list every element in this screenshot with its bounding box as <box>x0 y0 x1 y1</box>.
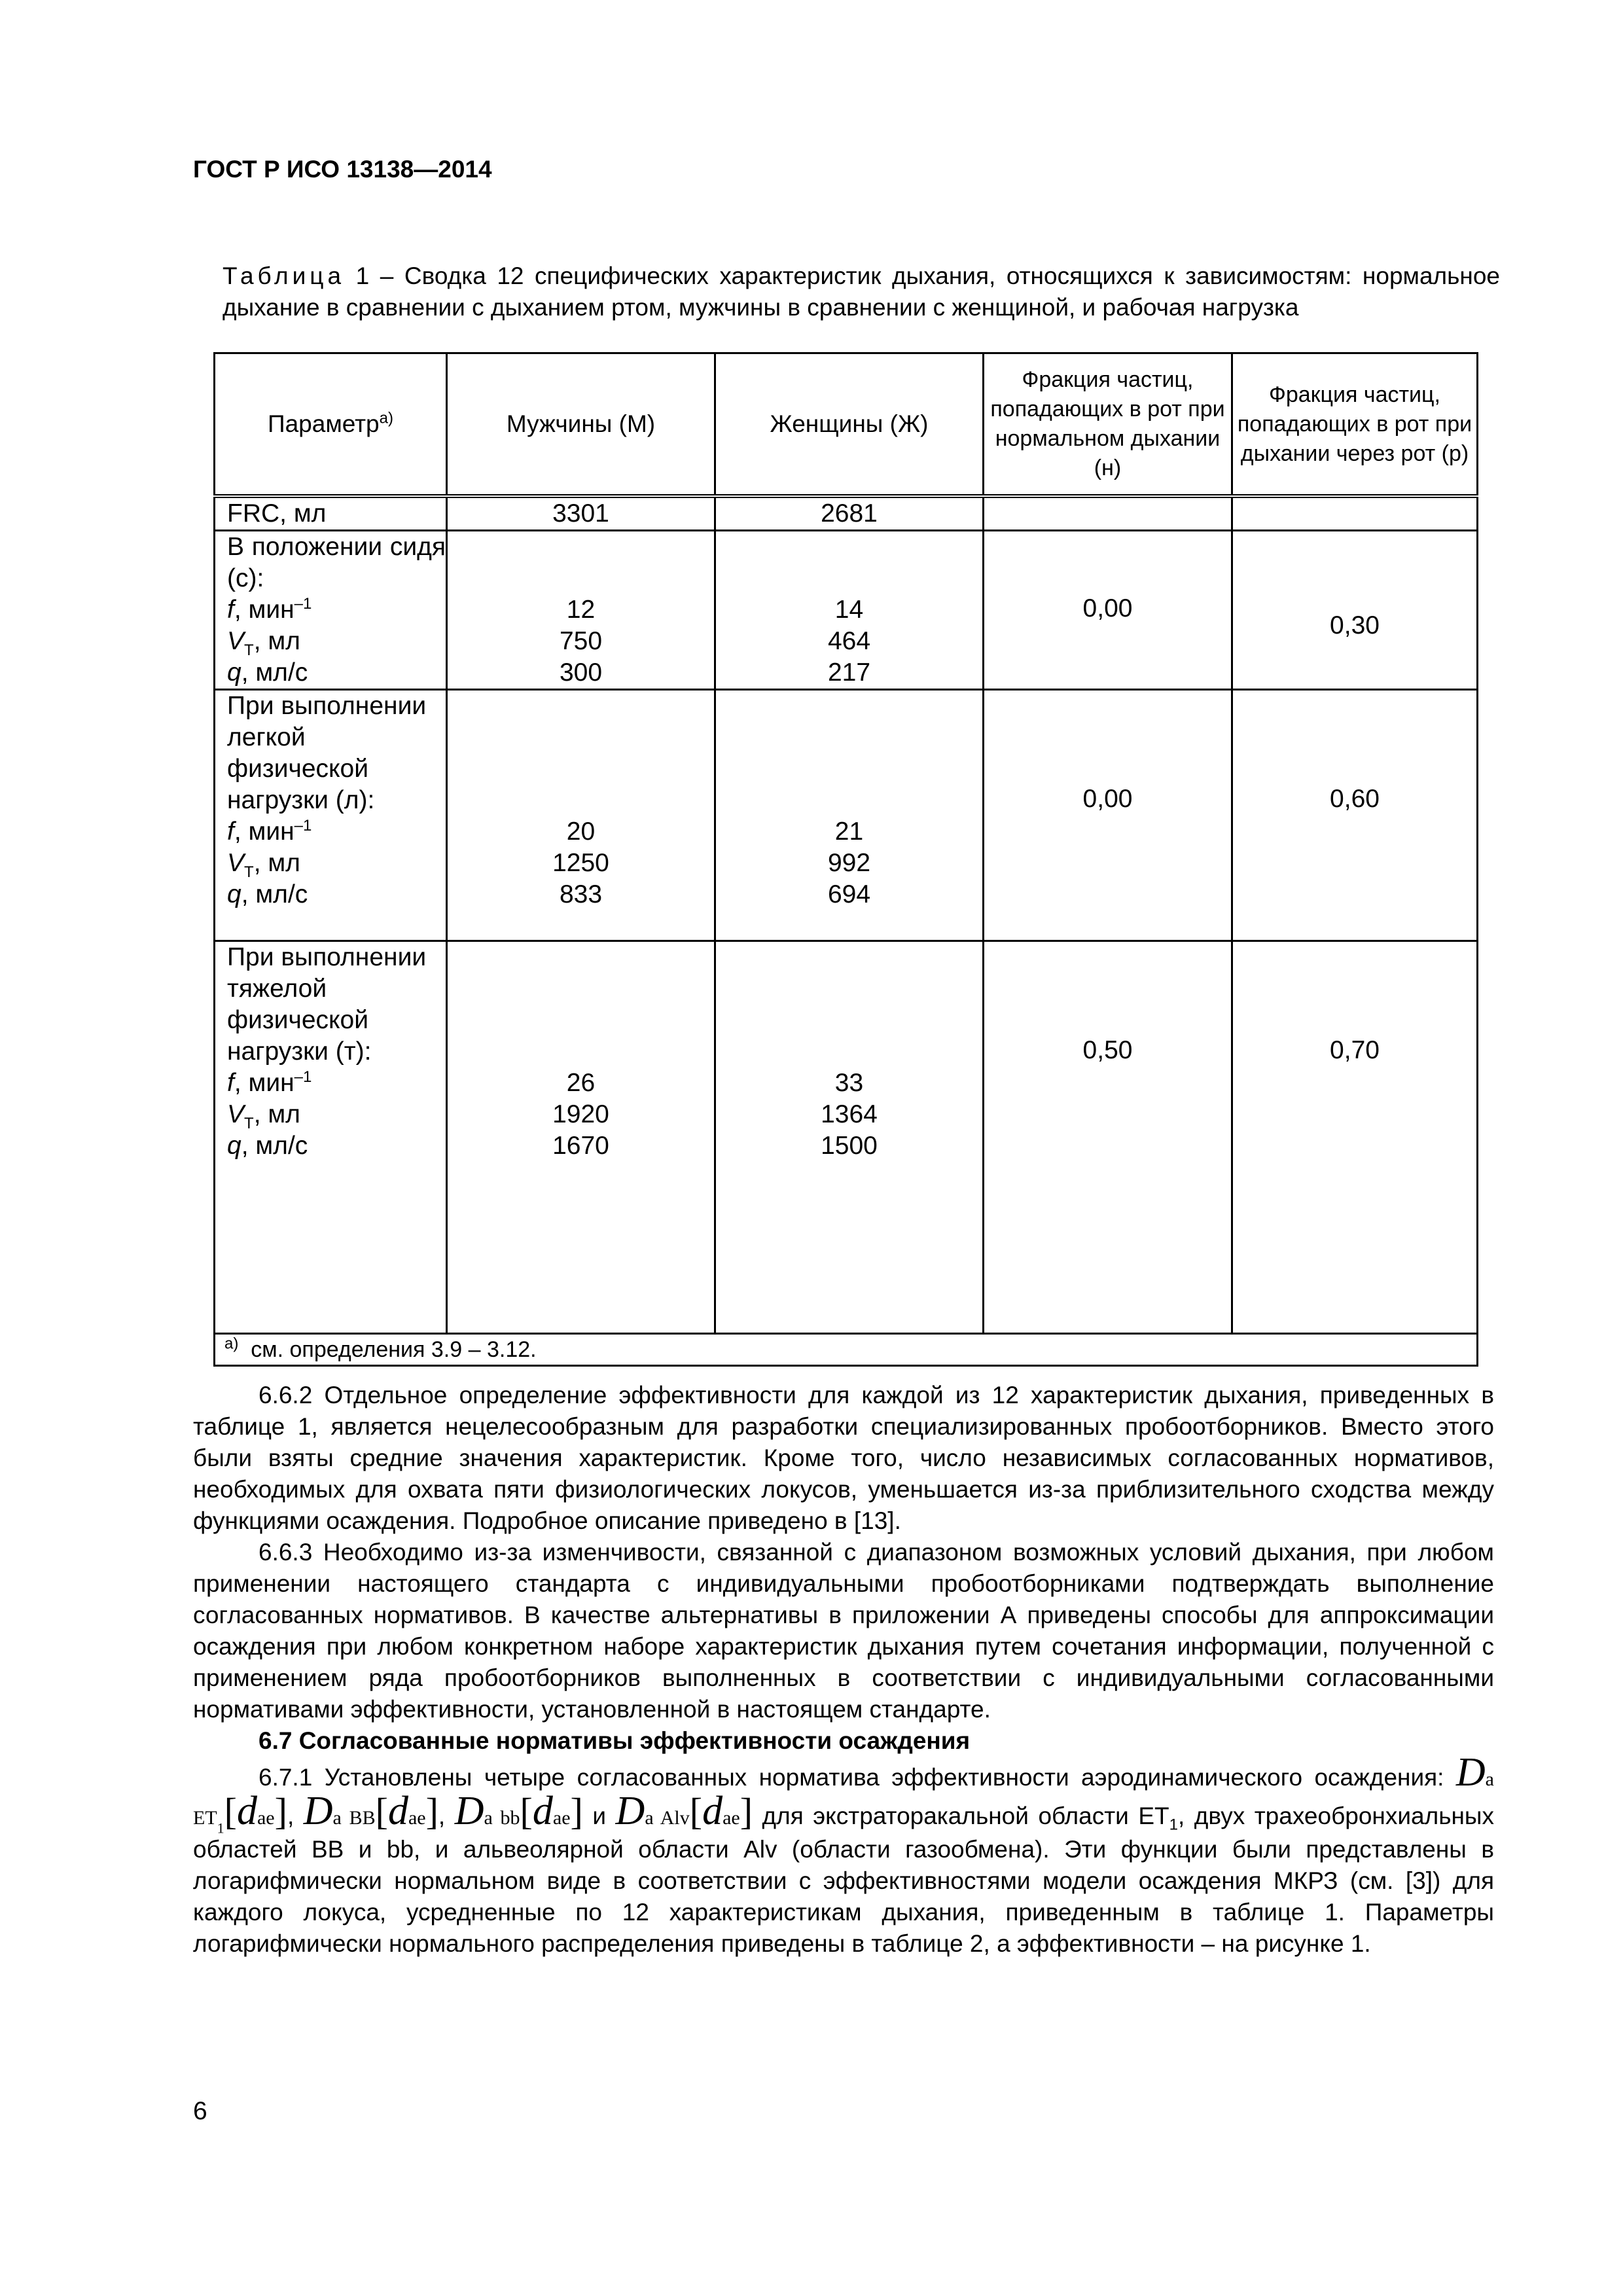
row-men: 26 1920 1670 <box>447 941 715 1334</box>
document-header: ГОСТ Р ИСО 13138—2014 <box>193 156 492 183</box>
table-caption <box>223 260 1500 323</box>
page-number: 6 <box>193 2097 207 2125</box>
row-women: 33 1364 1500 <box>715 941 984 1334</box>
body-text <box>193 1380 1494 1960</box>
header-men: Мужчины (М) <box>447 353 715 497</box>
row-frac-normal: 0,50 <box>984 941 1232 1334</box>
row-women: 21 992 694 <box>715 690 984 941</box>
table-caption-text: 1 – Сводка 12 специфических характеристик дыхания, относящихся к зависимостям: нормальное дыхание в сравнении с дыханием ртом, мужчины в сравнении с женщиной, и рабочая нагрузка <box>223 262 1500 321</box>
row-women: 14 464 217 <box>715 531 984 690</box>
header-param: Параметр$^{а)}$ <box>215 353 447 497</box>
breathing-characteristics-table <box>213 352 1478 1367</box>
formula-et1: Da $ET_1[dae]$ <box>193 1750 1494 1837</box>
formula-bb: Da BB[dae] <box>303 1789 438 1833</box>
table-note: $^{а)}$ см. определения 3.9 – 3.12. <box>215 1334 1478 1366</box>
table-row <box>215 941 1478 1334</box>
row-frac-mouth: 0,70 <box>1232 941 1478 1334</box>
table-row-frc <box>215 496 1478 531</box>
table-note-row <box>215 1334 1478 1366</box>
formula-alv: Da Alv[dae] <box>615 1789 753 1833</box>
section-heading-6-7: 6.7 Согласованные нормативы эффективности осаждения <box>259 1727 971 1754</box>
row-param: В положении сидя (с): f, мин$^{-1}$ $V_T$, мл q, мл/с <box>215 531 447 690</box>
table-caption-label: Таблица <box>223 262 346 289</box>
frc-frac-normal <box>984 496 1232 531</box>
row-men: 12 750 300 <box>447 531 715 690</box>
row-param: При выполнении легкой физической нагрузки (л): f, мин$^{-1}$ $V_T$, мл q, мл/с <box>215 690 447 941</box>
formula-bb-small: Da bb[dae] <box>454 1789 583 1833</box>
table-row <box>215 531 1478 690</box>
header-fraction-normal: Фракция частиц, попадающих в рот при нормальном дыхании (н) <box>984 353 1232 497</box>
table-header-row <box>215 353 1478 497</box>
paragraph-6-6-3: 6.6.3 Необходимо из-за изменчивости, связанной с диапазоном возможных условий дыхания, при любом применении настоящего стандарта с индивидуальными пробоотборниками подтверждать выполнение согласованных нормативов. В качестве альтернативы в приложении А приведены способы для аппроксимации осаждения при любом конкретном наборе характеристик дыхания путем сочетания информации, полученной с применением ряда пробоотборников выполненных в соответствии с индивидуальными согласованными нормативами эффективности, установленной в настоящем стандарте. <box>193 1539 1494 1723</box>
frc-men: 3301 <box>447 496 715 531</box>
row-frac-mouth: 0,60 <box>1232 690 1478 941</box>
frc-frac-mouth <box>1232 496 1478 531</box>
frc-women: 2681 <box>715 496 984 531</box>
row-men: 20 1250 833 <box>447 690 715 941</box>
frc-label: FRC, мл <box>215 496 447 531</box>
header-women: Женщины (Ж) <box>715 353 984 497</box>
row-frac-mouth: 0,30 <box>1232 531 1478 690</box>
paragraph-6-6-2: 6.6.2 Отдельное определение эффективности для каждой из 12 характеристик дыхания, приведенных в таблице 1, является нецелесообразным для разработки специализированных пробоотборников. Вместо этого были взяты средние значения характеристик. Кроме того, число независимых согласованных нормативов, необходимых для охвата пяти физиологических локусов, уменьшается из-за приблизительного сходства между функциями осаждения. Подробное описание приведено в [13]. <box>193 1382 1494 1534</box>
row-frac-normal: 0,00 <box>984 531 1232 690</box>
row-frac-normal: 0,00 <box>984 690 1232 941</box>
paragraph-6-7-1: 6.7.1 Установлены четыре согласованных норматива эффективности аэродинамического осаждения: Da $ET_1[dae]$, Da BB[dae], Da bb[dae] и Da Alv[dae] для экстраторакальной области $ET_1$, двух трахеобронхиальных областей BB и bb, и альвеолярной области Alv (области газообмена). Эти функции были представлены в логарифмически нормальном виде в соответствии с эффективностями модели осаждения МКРЗ (см. [3]) для каждого локуса, усредненные по 12 характеристикам дыхания, приведенным в таблице 1. Параметры логарифмически нормального распределения приведены в таблице 2, а эффективности – на рисунке 1. <box>193 1750 1494 1957</box>
header-fraction-mouth: Фракция частиц, попадающих в рот при дыхании через рот (р) <box>1232 353 1478 497</box>
row-param: При выполнении тяжелой физической нагрузки (т): f, мин$^{-1}$ $V_T$, мл q, мл/с <box>215 941 447 1334</box>
table-row <box>215 690 1478 941</box>
